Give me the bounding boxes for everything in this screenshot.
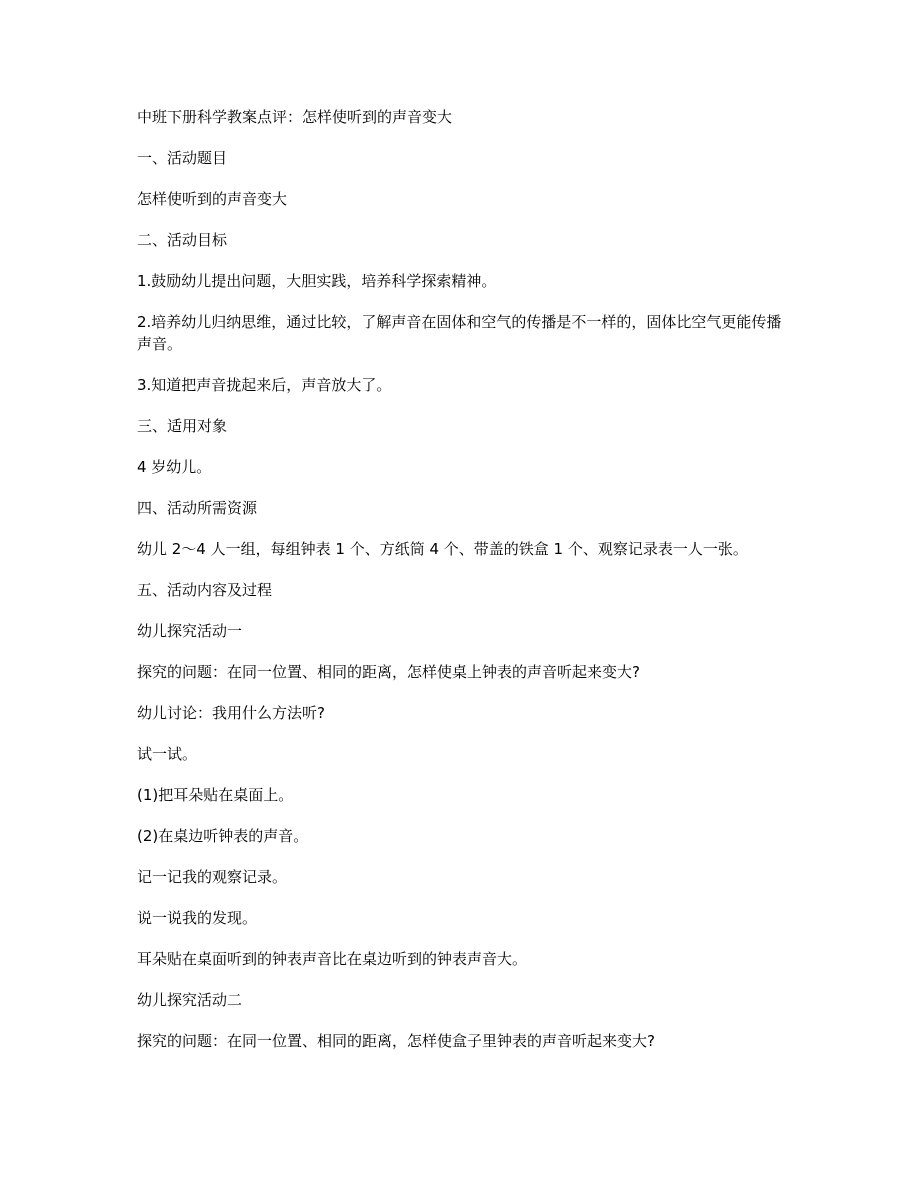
section-heading-target-audience: 三、适用对象 (137, 417, 228, 435)
paragraph: 探究的问题：在同一位置、相同的距离，怎样使盒子里钟表的声音听起来变大? (137, 1032, 655, 1050)
paragraph: 幼儿 2～4 人一组，每组钟表 1 个、方纸筒 4 个、带盖的铁盒 1 个、观察记录表一人一张。 (137, 540, 748, 558)
list-item: (1)把耳朵贴在桌面上。 (137, 786, 294, 804)
paragraph: 记一记我的观察记录。 (137, 868, 288, 886)
section-heading-content-process: 五、活动内容及过程 (137, 581, 273, 599)
paragraph: 探究的问题：在同一位置、相同的距离，怎样使桌上钟表的声音听起来变大? (137, 663, 640, 681)
goal-item: 2.培养幼儿归纳思维，通过比较，了解声音在固体和空气的传播是不一样的，固体比空气更能传播声音。 (137, 313, 782, 353)
subheading-activity-one: 幼儿探究活动一 (137, 622, 243, 640)
list-item: (2)在桌边听钟表的声音。 (137, 827, 309, 845)
subheading-activity-two: 幼儿探究活动二 (137, 991, 243, 1009)
paragraph: 试一试。 (137, 745, 198, 763)
goal-item: 1.鼓励幼儿提出问题，大胆实践，培养科学探索精神。 (137, 272, 497, 290)
goal-item: 3.知道把声音拢起来后，声音放大了。 (137, 376, 392, 394)
document-title: 中班下册科学教案点评：怎样使听到的声音变大 (137, 108, 453, 126)
section-heading-activity-goals: 二、活动目标 (137, 231, 228, 249)
paragraph: 4 岁幼儿。 (137, 458, 212, 476)
document-body (137, 106, 787, 1071)
section-heading-resources: 四、活动所需资源 (137, 499, 258, 517)
paragraph: 耳朵贴在桌面听到的钟表声音比在桌边听到的钟表声音大。 (137, 950, 528, 968)
paragraph: 怎样使听到的声音变大 (137, 190, 288, 208)
paragraph: 幼儿讨论：我用什么方法听? (137, 704, 325, 722)
section-heading-activity-topic: 一、活动题目 (137, 149, 228, 167)
paragraph: 说一说我的发现。 (137, 909, 258, 927)
